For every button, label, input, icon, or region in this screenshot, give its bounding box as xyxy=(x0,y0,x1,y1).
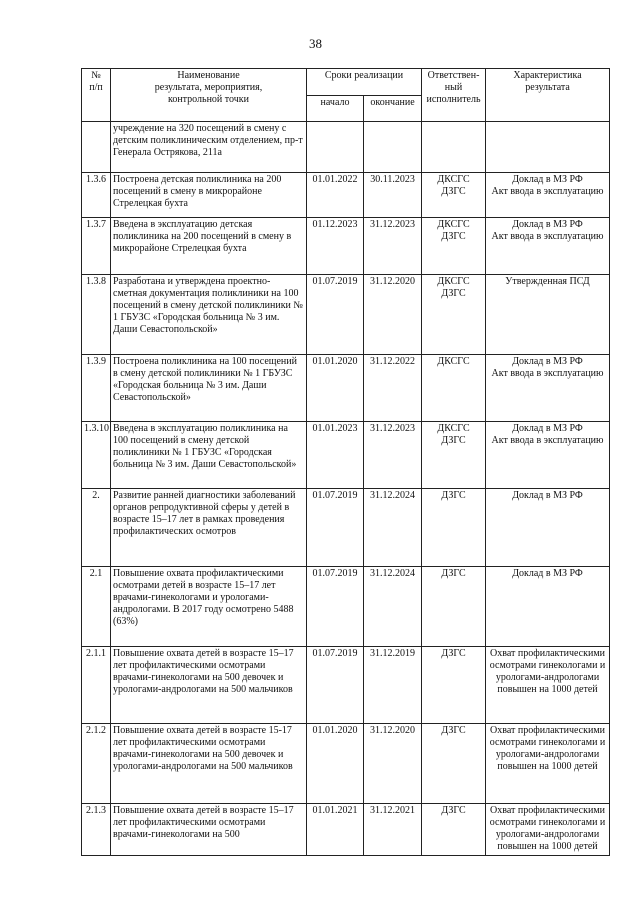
header-start: начало xyxy=(307,96,364,122)
row-num xyxy=(82,122,111,173)
row-start xyxy=(307,122,364,173)
header-name: Наименование результата, мероприятия, контрольной точки xyxy=(111,69,307,122)
row-num: 2.1.3 xyxy=(82,804,111,856)
row-executor: ДЗГС xyxy=(422,804,486,856)
row-num: 1.3.9 xyxy=(82,355,111,422)
row-result: Охват профилактическими осмотрами гинекологами и урологами-андрологами повышен на 1000 детей xyxy=(486,804,610,856)
row-end: 31.12.2020 xyxy=(364,724,422,804)
row-result: Доклад в МЗ РФ Акт ввода в эксплуатацию xyxy=(486,422,610,489)
row-num: 1.3.8 xyxy=(82,275,111,355)
table-row xyxy=(82,355,610,422)
row-num: 2.1 xyxy=(82,567,111,647)
row-name: Введена в эксплуатацию детская поликлиника на 200 посещений в смену в микрорайоне Стрелецкая бухта xyxy=(111,218,307,275)
row-name: Разработана и утверждена проектно-сметная документация поликлиники на 100 посещений в смену детской поликлиники № 1 ГБУЗС «Городская больница № 3 им. Даши Севастопольской» xyxy=(111,275,307,355)
row-end: 31.12.2023 xyxy=(364,422,422,489)
table-row xyxy=(82,804,610,856)
row-num: 2.1.2 xyxy=(82,724,111,804)
table-row xyxy=(82,122,610,173)
row-executor: ДЗГС xyxy=(422,647,486,724)
row-start: 01.07.2019 xyxy=(307,647,364,724)
row-name: Повышение охвата детей в возрасте 15–17 лет профилактическими осмотрами врачами-гинекологами на 500 xyxy=(111,804,307,856)
row-end: 30.11.2023 xyxy=(364,173,422,218)
row-executor: ДЗГС xyxy=(422,489,486,567)
table-row xyxy=(82,218,610,275)
table-row xyxy=(82,275,610,355)
row-start: 01.01.2020 xyxy=(307,724,364,804)
row-end: 31.12.2020 xyxy=(364,275,422,355)
row-result: Доклад в МЗ РФ Акт ввода в эксплуатацию xyxy=(486,218,610,275)
table-row xyxy=(82,422,610,489)
row-end: 31.12.2019 xyxy=(364,647,422,724)
row-name: Повышение охвата детей в возрасте 15-17 лет профилактическими осмотрами врачами-гинекологами на 500 девочек и урологами-андрологами на 500 мальчиков xyxy=(111,724,307,804)
row-start: 01.01.2020 xyxy=(307,355,364,422)
row-executor: ДКСГС xyxy=(422,355,486,422)
row-result: Охват профилактическими осмотрами гинекологами и урологами-андрологами повышен на 1000 детей xyxy=(486,724,610,804)
row-result: Охват профилактическими осмотрами гинекологами и урологами-андрологами повышен на 1000 детей xyxy=(486,647,610,724)
row-name: Повышение охвата профилактическими осмотрами детей в возрасте 15–17 лет врачами-гинекологами и урологами-андрологами. В 2017 году осмотрено 5488 (63%) xyxy=(111,567,307,647)
row-executor: ДКСГС ДЗГС xyxy=(422,422,486,489)
row-end: 31.12.2023 xyxy=(364,218,422,275)
row-end: 31.12.2021 xyxy=(364,804,422,856)
row-start: 01.01.2022 xyxy=(307,173,364,218)
row-end: 31.12.2024 xyxy=(364,489,422,567)
row-start: 01.01.2021 xyxy=(307,804,364,856)
implementation-plan-table xyxy=(81,68,610,856)
row-start: 01.12.2023 xyxy=(307,218,364,275)
table-row xyxy=(82,173,610,218)
row-start: 01.07.2019 xyxy=(307,275,364,355)
row-num: 2. xyxy=(82,489,111,567)
row-end xyxy=(364,122,422,173)
row-name: Построена детская поликлиника на 200 посещений в смену в микрорайоне Стрелецкая бухта xyxy=(111,173,307,218)
row-start: 01.01.2023 xyxy=(307,422,364,489)
table-row xyxy=(82,647,610,724)
header-end: окончание xyxy=(364,96,422,122)
row-result: Утвержденная ПСД xyxy=(486,275,610,355)
row-num: 1.3.6 xyxy=(82,173,111,218)
row-num: 2.1.1 xyxy=(82,647,111,724)
page-number: 38 xyxy=(309,36,322,51)
row-num: 1.3.7 xyxy=(82,218,111,275)
row-result: Доклад в МЗ РФ xyxy=(486,489,610,567)
row-result: Доклад в МЗ РФ Акт ввода в эксплуатацию xyxy=(486,355,610,422)
header-num: № п/п xyxy=(82,69,111,122)
row-name: Введена в эксплуатацию поликлиника на 100 посещений в смену детской поликлиники № 1 ГБУЗС «Городская больница № 3 им. Даши Севастопольской» xyxy=(111,422,307,489)
row-num: 1.3.10 xyxy=(82,422,111,489)
row-end: 31.12.2024 xyxy=(364,567,422,647)
row-name: Построена поликлиника на 100 посещений в смену детской поликлиники № 1 ГБУЗС «Городская больница № 3 им. Даши Севастопольской» xyxy=(111,355,307,422)
table-row xyxy=(82,567,610,647)
row-executor: ДЗГС xyxy=(422,724,486,804)
row-name: Развитие ранней диагностики заболеваний органов репродуктивной сферы у детей в возрасте 15–17 лет в рамках проведения профилактических осмотров xyxy=(111,489,307,567)
row-executor: ДКСГС ДЗГС xyxy=(422,173,486,218)
header-result: Характеристика результата xyxy=(486,69,610,122)
header-terms: Сроки реализации xyxy=(307,69,422,96)
row-start: 01.07.2019 xyxy=(307,567,364,647)
table-row xyxy=(82,489,610,567)
header-executor: Ответствен- ный исполнитель xyxy=(422,69,486,122)
row-result xyxy=(486,122,610,173)
row-executor: ДКСГС ДЗГС xyxy=(422,275,486,355)
row-result: Доклад в МЗ РФ Акт ввода в эксплуатацию xyxy=(486,173,610,218)
row-executor: ДКСГС ДЗГС xyxy=(422,218,486,275)
table-row xyxy=(82,724,610,804)
row-executor: ДЗГС xyxy=(422,567,486,647)
row-name: учреждение на 320 посещений в смену с детским поликлиническим отделением, пр-т Генерала Острякова, 211а xyxy=(111,122,307,173)
row-executor xyxy=(422,122,486,173)
row-name: Повышение охвата детей в возрасте 15–17 лет профилактическими осмотрами врачами-гинекологами на 500 девочек и урологами-андрологами на 500 мальчиков xyxy=(111,647,307,724)
row-result: Доклад в МЗ РФ xyxy=(486,567,610,647)
row-start: 01.07.2019 xyxy=(307,489,364,567)
row-end: 31.12.2022 xyxy=(364,355,422,422)
